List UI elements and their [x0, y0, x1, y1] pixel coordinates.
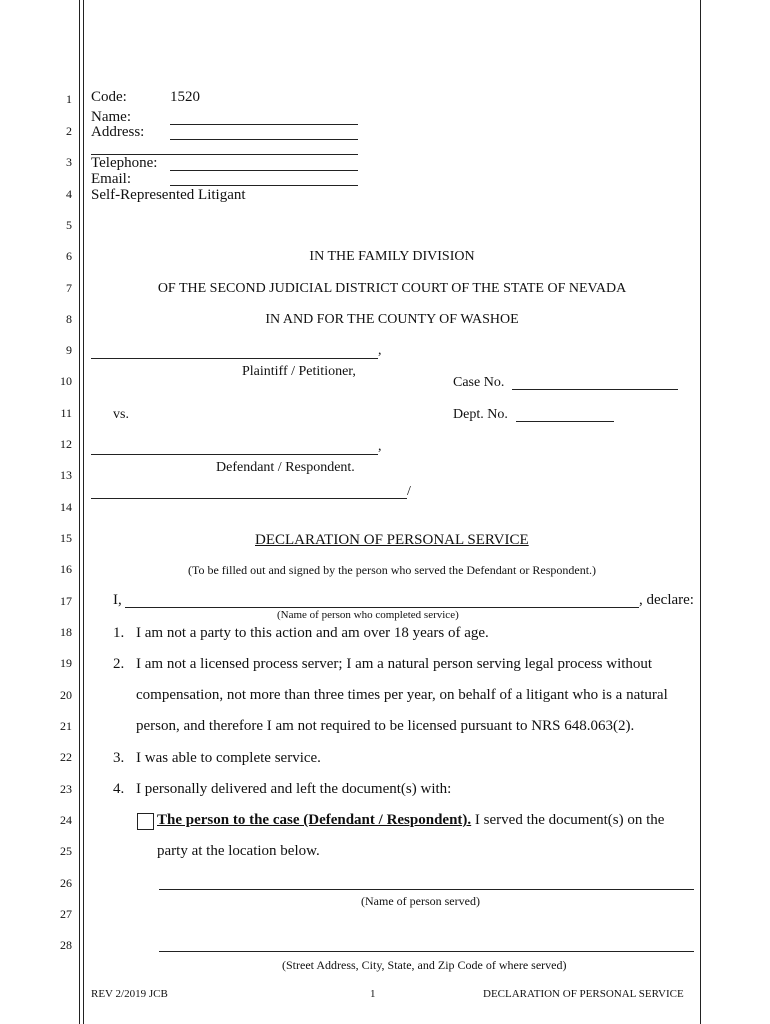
line-number: 1: [66, 92, 72, 106]
line-number: 6: [66, 249, 72, 263]
court-heading-1: IN THE FAMILY DIVISION: [309, 249, 475, 264]
department-number-field[interactable]: [516, 421, 614, 422]
self-represented-label: Self-Represented Litigant: [91, 187, 246, 203]
line-number: 20: [60, 688, 72, 702]
option-defendant-bold: The person to the case (Defendant / Respondent).: [157, 812, 472, 828]
line-number: 19: [60, 656, 72, 670]
line-number: 8: [66, 312, 72, 326]
item-1-text: I am not a party to this action and am over 18 years of age.: [136, 625, 489, 641]
line-number: 21: [60, 719, 72, 733]
line-number: 25: [60, 844, 72, 858]
defendant-comma: ,: [378, 439, 382, 454]
instruction-text: (To be filled out and signed by the person who served the Defendant or Respondent.): [187, 563, 597, 577]
document-title: DECLARATION OF PERSONAL SERVICE: [255, 532, 529, 548]
line-number: 23: [60, 782, 72, 796]
defendant-name-field[interactable]: [91, 454, 378, 455]
option-defendant-rest: I served the document(s) on the: [471, 812, 665, 828]
footer-title: DECLARATION OF PERSONAL SERVICE: [483, 988, 684, 1000]
declarant-caption: (Name of person who completed service): [277, 609, 459, 621]
declarant-suffix: , declare:: [639, 592, 694, 608]
line-number: 12: [60, 437, 72, 451]
email-label: Email:: [91, 171, 131, 187]
telephone-field[interactable]: [170, 170, 358, 171]
declarant-name-field[interactable]: [125, 607, 639, 608]
caption-end-slash: /: [407, 484, 411, 499]
name-field[interactable]: [170, 124, 358, 125]
court-heading-3: IN AND FOR THE COUNTY OF WASHOE: [265, 312, 519, 327]
line-number: 18: [60, 625, 72, 639]
code-label: Code:: [91, 89, 127, 105]
defendant-label: Defendant / Respondent.: [216, 460, 355, 475]
item-3-text: I was able to complete service.: [136, 750, 321, 766]
margin-rule-left-2: [83, 0, 84, 1024]
footer-page-number: 1: [370, 988, 376, 1000]
margin-rule-right: [700, 0, 701, 1024]
telephone-label: Telephone:: [91, 155, 158, 171]
item-1-number: 1.: [113, 625, 125, 641]
line-number: 15: [60, 531, 72, 545]
caption-end-line: [91, 498, 407, 499]
line-number: 11: [60, 406, 72, 420]
court-heading-2: OF THE SECOND JUDICIAL DISTRICT COURT OF THE STATE OF NEVADA: [157, 281, 627, 296]
department-number-label: Dept. No.: [453, 407, 508, 422]
line-number: 5: [66, 218, 72, 232]
line-number: 7: [66, 281, 72, 295]
address-field-1[interactable]: [170, 139, 358, 140]
case-number-label: Case No.: [453, 375, 505, 390]
plaintiff-comma: ,: [378, 343, 382, 358]
line-number: 13: [60, 468, 72, 482]
declarant-prefix: I,: [113, 592, 122, 608]
name-label: Name:: [91, 109, 131, 125]
email-field[interactable]: [170, 185, 358, 186]
line-number: 17: [60, 594, 72, 608]
plaintiff-label: Plaintiff / Petitioner,: [242, 364, 356, 379]
service-address-field[interactable]: [159, 951, 694, 952]
line-number: 24: [60, 813, 72, 827]
address-label: Address:: [91, 124, 145, 140]
line-number: 16: [60, 562, 72, 576]
footer-revision: REV 2/2019 JCB: [91, 988, 168, 1000]
line-number: 4: [66, 187, 72, 201]
line-number: 3: [66, 155, 72, 169]
defendant-served-checkbox[interactable]: [137, 813, 154, 830]
item-2-text-line-2: compensation, not more than three times per year, on behalf of a litigant who is a natural: [136, 687, 668, 703]
person-served-caption: (Name of person served): [361, 894, 480, 908]
item-4-number: 4.: [113, 781, 125, 797]
versus-label: vs.: [113, 407, 129, 422]
line-number: 14: [60, 500, 72, 514]
plaintiff-name-field[interactable]: [91, 358, 378, 359]
line-number: 27: [60, 907, 72, 921]
line-number: 2: [66, 124, 72, 138]
item-2-number: 2.: [113, 656, 125, 672]
margin-rule-left-1: [79, 0, 80, 1024]
line-number: 26: [60, 876, 72, 890]
item-3-number: 3.: [113, 750, 125, 766]
option-defendant-line-2: party at the location below.: [157, 843, 320, 859]
line-number: 28: [60, 938, 72, 952]
code-value: 1520: [170, 89, 200, 105]
line-number: 10: [60, 374, 72, 388]
case-number-field[interactable]: [512, 389, 678, 390]
person-served-name-field[interactable]: [159, 889, 694, 890]
option-defendant-text: [157, 812, 664, 829]
item-4-text: I personally delivered and left the document(s) with:: [136, 781, 452, 797]
item-2-text-line-3: person, and therefore I am not required to be licensed pursuant to NRS 648.063(2).: [136, 718, 635, 734]
item-2-text-line-1: I am not a licensed process server; I am a natural person serving legal process without: [136, 656, 653, 672]
line-number: 22: [60, 750, 72, 764]
line-number: 9: [66, 343, 72, 357]
service-address-caption: (Street Address, City, State, and Zip Code of where served): [282, 958, 567, 972]
